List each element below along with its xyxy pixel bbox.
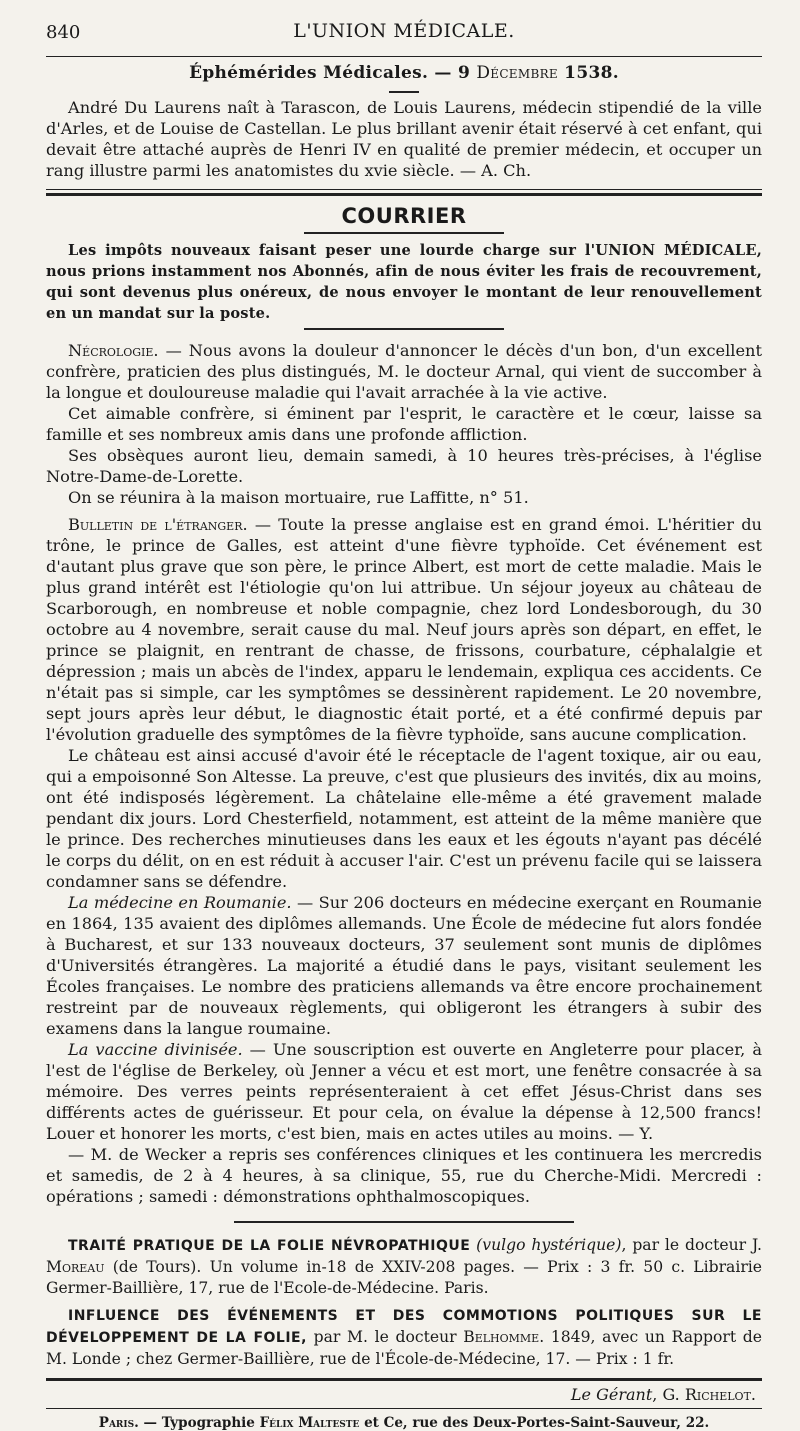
necrologie-paragraph: Cet aimable confrère, si éminent par l'esprit, le caractère et le cœur, laisse sa famille et ses nombreux amis dans une profonde affliction. xyxy=(46,404,762,444)
imprint-rule xyxy=(46,1408,762,1409)
notice-short-rule xyxy=(304,328,504,330)
ephemerides-short-rule xyxy=(389,91,419,93)
bulletin-paragraph: Le château est ainsi accusé d'avoir été le réceptacle de l'agent toxique, air ou eau, qui a empoisonné Son Altesse. La preuve, c'est que plusieurs des invités, dix au moins, ont été indisposés légèrement. La châtelaine elle-même a été gravement malade pendant dix jours. Lord Chesterfield, notamment, est atteint de la même manière que le prince. Des recherches minutieuses dans les eaux et les égouts n'ayant pas décélé le corps du délit, on en est réduit à accuser l'air. C'est un prévenu facile qui se laissera condamner sans se défendre. xyxy=(46,746,762,891)
vaccine-label: La vaccine divinisée. xyxy=(68,1040,243,1059)
necrologie-paragraph: On se réunira à la maison mortuaire, rue Laffitte, n° 51. xyxy=(68,488,529,507)
courrier-title: COURRIER xyxy=(341,204,467,228)
ephemerides-text: André Du Laurens naît à Tarascon, de Louis Laurens, médecin stipendié de la ville d'Arles, et de Louise de Castellan. Le plus brillant avenir était réservé à cet enfant, qui devait être attaché auprès de Henri IV en qualité de premier médecin, et occuper un rang illustre parmi les anatomistes du xvie siècle. — A. Ch. xyxy=(46,98,762,180)
courrier-short-rule xyxy=(304,232,504,234)
page-number: 840 xyxy=(46,22,81,43)
bulletin-section: Bulletin de l'étranger. — Toute la presse anglaise est en grand émoi. L'héritier du trône, le prince de Galles, est atteint d'une fièvre typhoïde. Cet événement est d'autant plus grave que son père, le prince Albert, est mort de cette maladie. Mais le plus grand intérêt est l'étiologie qu'on lui attribue. Un séjour joyeux au château de Scarborough, en nombreuse et noble compagnie, chez lord Londesborough, du 30 octobre au 4 novembre, serait cause du mal. Neuf jours après son départ, en effet, le prince se plaignit, en rentrant de chasse, de frissons, courbature, céphalalgie et dépression ; mais un abcès de l'index, apparu le lendemain, expliqua ces accidents. Ce n'était pas si simple, car les symptômes se dessinèrent rapidement. Le 20 novembre, sept jours après leur début, le diagnostic était porté, et a été confirmé depuis par l'évolution graduelle des symptômes de la fièvre typhoïde, sans aucune complication. Le château est ainsi accusé d'avoir été le réceptacle de l'agent toxique, air ou eau, qui a empoisonné Son Altesse. La preuve, c'est que plusieurs des invités, dix au moins, ont été indisposés légèrement. La châtelaine elle-même a été gravement malade pendant dix jours. Lord Chesterfield, notamment, est atteint de la même manière que le prince. Des recherches minutieuses dans les eaux et les égouts n'ayant pas décélé le corps du délit, on en est réduit à accuser l'air. C'est un prévenu facile qui se laissera condamner sans se défendre. La médecine en Roumanie. — Sur 206 docteurs en médecine exerçant en Roumanie en 1864, 135 avaient des diplômes allemands. Une École de médecine fut alors fondée à Bucharest, et sur 133 nouveaux docteurs, 37 seulement sont munis de diplômes d'Universités étrangères. La majorité a étudié dans le pays, visitant seulement les Écoles françaises. Le nombre des praticiens allemands va être encore prochainement restreint par de nouveaux règlements, qui obligeront les étrangers à subir des examens dans la langue roumaine. La vaccine divinisée. — Une souscription est ouverte en Angleterre pour placer, à l'est de l'église de Berkeley, où Jenner a vécu et est mort, une fenêtre consacrée à sa mémoire. Des verres peints représenteraient à cet effet Jésus-Christ dans ses différents actes de guérisseur. Et pour cela, on évalue la dépense à 12,500 francs! Louer et honorer les morts, c'est bien, mais en actes utiles au moins. — Y. — M. de Wecker a repris ses conférences cliniques et les continuera les mercredis et samedis, de 2 à 4 heures, à sa clinique, 55, rue du Cherche-Midi. Mercredi : opérations ; samedi : démonstrations ophthalmoscopiques. xyxy=(46,515,762,1206)
running-head: L'UNION MÉDICALE. xyxy=(293,20,515,42)
bulletin-label: Bulletin de l'étranger. xyxy=(68,515,248,534)
biblio-short-rule xyxy=(234,1221,574,1223)
book-title: TRAITÉ PRATIQUE DE LA FOLIE NÉVROPATHIQUE xyxy=(68,1238,471,1254)
necrologie-paragraph: Ses obsèques auront lieu, demain samedi, à 10 heures très-précises, à l'église Notre-Dame-de-Lorette. xyxy=(46,446,762,486)
book-title: INFLUENCE DES ÉVÉNEMENTS ET DES COMMOTIONS POLITIQUES SUR LE DÉVELOPPEMENT DE LA FOLIE, xyxy=(46,1308,762,1346)
bibliography-section: TRAITÉ PRATIQUE DE LA FOLIE NÉVROPATHIQUE (vulgo hystérique), par le docteur J. Moreau (de Tours). Un volume in-18 de XXIV-208 pages. — Prix : 3 fr. 50 c. Librairie Germer-Baillière, 17, rue de l'Ecole-de-Médecine. Paris. INFLUENCE DES ÉVÉNEMENTS ET DES COMMOTIONS POLITIQUES SUR LE DÉVELOPPEMENT DE LA FOLIE, par M. le docteur Belhomme. 1849, avec un Rapport de M. Londe ; chez Germer-Baillière, rue de l'École-de-Médecine, 17. — Prix : 1 fr. xyxy=(46,1236,762,1368)
necrologie-section: Nécrologie. — Nous avons la douleur d'annoncer le décès d'un bon, d'un excellent confrère, praticien des plus distingués, M. le docteur Arnal, qui vient de succomber à la longue et douloureuse maladie qui l'avait arrachée à la vie active. Cet aimable confrère, si éminent par l'esprit, le caractère et le cœur, laisse sa famille et ses nombreux amis dans une profonde affliction. Ses obsèques auront lieu, demain samedi, à 10 heures très-précises, à l'église Notre-Dame-de-Lorette. On se réunira à la maison mortuaire, rue Laffitte, n° 51. xyxy=(46,341,762,507)
wecker-paragraph: — M. de Wecker a repris ses conférences cliniques et les continuera les mercredis et samedis, de 2 à 4 heures, à sa clinique, 55, rue du Cherche-Midi. Mercredi : opérations ; samedi : démonstrations ophthalmoscopiques. xyxy=(46,1145,762,1206)
footer-rule xyxy=(46,1378,762,1381)
gerant-signature: Le Gérant, G. Richelot. xyxy=(570,1385,756,1404)
ephemerides-title: Éphémérides Médicales. — 9 Décembre 1538. xyxy=(189,63,619,83)
roumanie-label: La médecine en Roumanie. xyxy=(68,893,292,912)
page-header xyxy=(46,0,762,70)
subscription-notice: Les impôts nouveaux faisant peser une lourde charge sur l'UNION MÉDICALE, nous prions instamment nos Abonnés, afin de nous éviter les frais de recouvrement, qui sont devenus plus onéreux, de nous envoyer le montant de leur renouvellement en un mandat sur la poste. xyxy=(46,242,762,322)
imprint-line: Paris. — Typographie Félix Malteste et Ce, rue des Deux-Portes-Saint-Sauveur, 22. xyxy=(98,1415,710,1431)
section-double-rule xyxy=(46,189,762,196)
necrologie-label: Nécrologie. xyxy=(68,341,159,360)
